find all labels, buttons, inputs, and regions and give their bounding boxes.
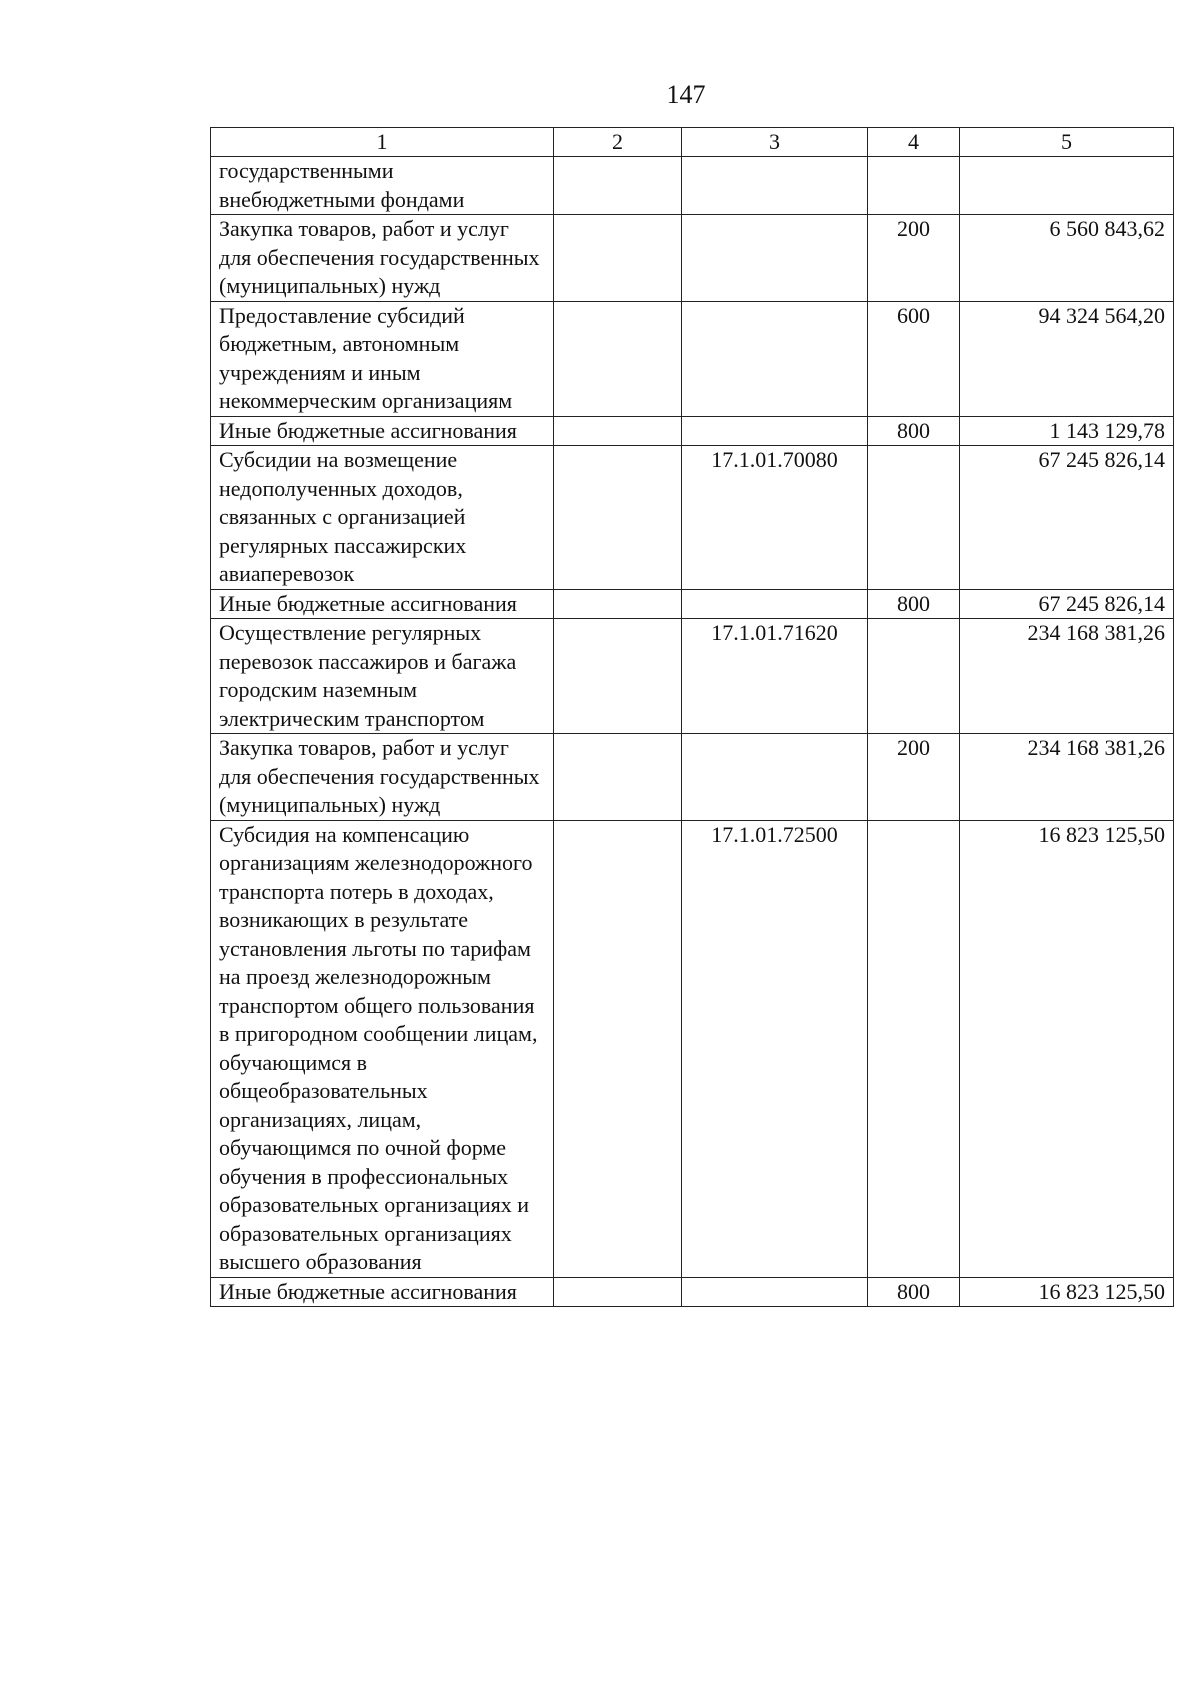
table-row (211, 1277, 1174, 1307)
target-code-cell (682, 157, 868, 215)
item-name-cell: Иные бюджетные ассигнования (211, 416, 554, 446)
target-code-cell (682, 589, 868, 619)
item-name-cell: Субсидии на возмещение недополученных доходов, связанных с организацией регулярных пассажирских авиаперевозок (211, 446, 554, 590)
column-2-cell (554, 820, 682, 1277)
item-name-cell: Осуществление регулярных перевозок пассажиров и багажа городским наземным электрическим транспортом (211, 619, 554, 734)
table-row (211, 734, 1174, 821)
amount-cell: 94 324 564,20 (960, 301, 1174, 416)
amount-cell (960, 157, 1174, 215)
expense-type-cell: 200 (868, 215, 960, 302)
table-row (211, 446, 1174, 590)
amount-cell: 6 560 843,62 (960, 215, 1174, 302)
target-code-cell (682, 734, 868, 821)
target-code-cell: 17.1.01.71620 (682, 619, 868, 734)
table-row (211, 619, 1174, 734)
expense-type-cell: 800 (868, 1277, 960, 1307)
column-2-cell (554, 619, 682, 734)
expense-type-cell: 800 (868, 589, 960, 619)
table-row (211, 157, 1174, 215)
budget-table (210, 127, 1174, 1307)
target-code-cell: 17.1.01.72500 (682, 820, 868, 1277)
item-name-cell: Иные бюджетные ассигнования (211, 589, 554, 619)
target-code-cell (682, 215, 868, 302)
item-name-cell: Закупка товаров, работ и услуг для обеспечения государственных (муниципальных) нужд (211, 215, 554, 302)
column-2-cell (554, 1277, 682, 1307)
target-code-cell (682, 1277, 868, 1307)
column-2-cell (554, 215, 682, 302)
column-header: 2 (554, 128, 682, 157)
expense-type-cell (868, 157, 960, 215)
amount-cell: 234 168 381,26 (960, 734, 1174, 821)
table-row (211, 416, 1174, 446)
expense-type-cell (868, 619, 960, 734)
amount-cell: 16 823 125,50 (960, 820, 1174, 1277)
target-code-cell (682, 416, 868, 446)
amount-cell: 67 245 826,14 (960, 446, 1174, 590)
expense-type-cell: 200 (868, 734, 960, 821)
target-code-cell: 17.1.01.70080 (682, 446, 868, 590)
item-name-cell: Закупка товаров, работ и услуг для обеспечения государственных (муниципальных) нужд (211, 734, 554, 821)
column-2-cell (554, 446, 682, 590)
column-2-cell (554, 157, 682, 215)
column-header: 3 (682, 128, 868, 157)
table-row (211, 301, 1174, 416)
column-2-cell (554, 734, 682, 821)
column-header: 4 (868, 128, 960, 157)
amount-cell: 1 143 129,78 (960, 416, 1174, 446)
target-code-cell (682, 301, 868, 416)
table-row (211, 215, 1174, 302)
item-name-cell: Предоставление субсидий бюджетным, автономным учреждениям и иным некоммерческим организациям (211, 301, 554, 416)
column-2-cell (554, 589, 682, 619)
page-number: 147 (666, 80, 706, 109)
item-name-cell: Субсидия на компенсацию организациям железнодорожного транспорта потерь в доходах, возникающих в результате установления льготы по тарифам на проезд железнодорожным транспортом общего пользования в пригородном сообщении лицам, обучающимся в общеобразовательных организациях, лицам, обучающимся по очной форме обучения в профессиональных образовательных организациях и образовательных организациях высшего образования (211, 820, 554, 1277)
column-2-cell (554, 301, 682, 416)
amount-cell: 16 823 125,50 (960, 1277, 1174, 1307)
table-row (211, 820, 1174, 1277)
item-name-cell: государственными внебюджетными фондами (211, 157, 554, 215)
amount-cell: 67 245 826,14 (960, 589, 1174, 619)
amount-cell: 234 168 381,26 (960, 619, 1174, 734)
column-header: 5 (960, 128, 1174, 157)
header-row (211, 128, 1174, 157)
expense-type-cell (868, 820, 960, 1277)
table-row (211, 589, 1174, 619)
column-2-cell (554, 416, 682, 446)
expense-type-cell (868, 446, 960, 590)
expense-type-cell: 800 (868, 416, 960, 446)
item-name-cell: Иные бюджетные ассигнования (211, 1277, 554, 1307)
expense-type-cell: 600 (868, 301, 960, 416)
column-header: 1 (211, 128, 554, 157)
